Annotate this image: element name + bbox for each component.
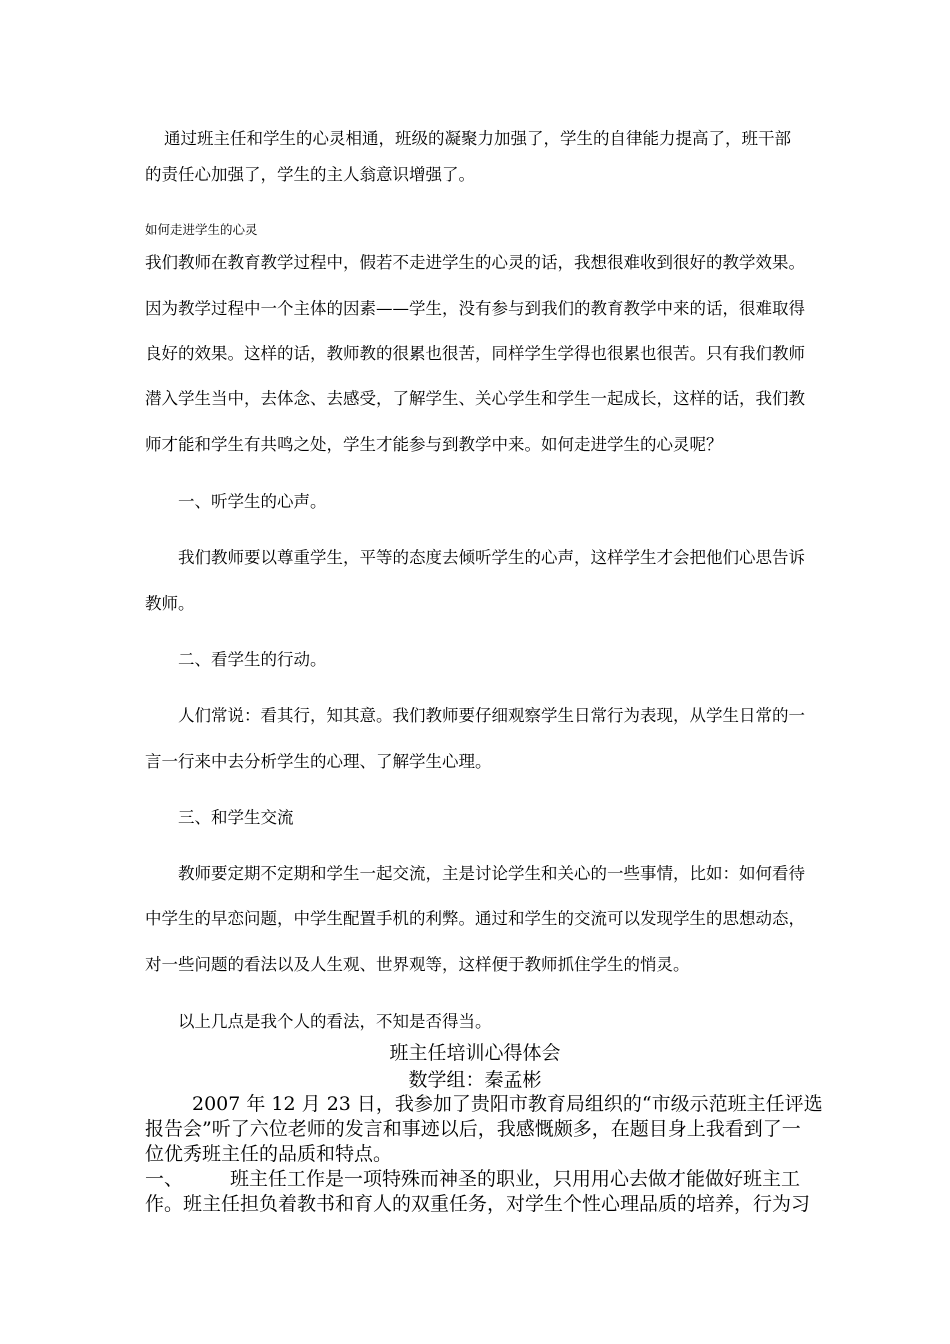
intro-line-2: 因为教学过程中一个主体的因素——学生，没有参与到我们的教育教学中来的话，很难取得	[145, 299, 805, 318]
item1-line-2: 作。班主任担负着教书和育人的双重任务，对学生个性心理品质的培养，行为习	[145, 1193, 811, 1215]
para1-line-2: 的责任心加强了，学生的主人翁意识增强了。	[145, 165, 475, 184]
point3-body-line-3: 对一些问题的看法以及人生观、世界观等，这样便于教师抓住学生的悄灵。	[145, 955, 690, 974]
point1-title: 一、听学生的心声。	[178, 492, 327, 511]
article-para1-line-1: 2007 年 12 月 23 日，我参加了贵阳市教育局组织的“市级示范班主任评选	[192, 1093, 823, 1115]
article-title: 班主任培训心得体会	[389, 1042, 561, 1064]
intro-line-5: 师才能和学生有共鸣之处，学生才能参与到教学中来。如何走进学生的心灵呢？	[145, 435, 723, 454]
section-heading: 如何走进学生的心灵	[145, 222, 258, 237]
conclusion: 以上几点是我个人的看法，不知是否得当。	[178, 1012, 492, 1031]
point2-title: 二、看学生的行动。	[178, 650, 327, 669]
intro-line-1: 我们教师在教育教学过程中，假若不走进学生的心灵的话，我想很难收到很好的教学效果。	[145, 253, 805, 272]
intro-line-4: 潜入学生当中，去体念、去感受，了解学生、关心学生和学生一起成长，这样的话，我们教	[145, 389, 805, 408]
point2-body-line-2: 言一行来中去分析学生的心理、了解学生心理。	[145, 752, 492, 771]
point3-body-line-1: 教师要定期不定期和学生一起交流，主是讨论学生和关心的一些事情，比如：如何看待	[178, 864, 805, 883]
point3-body-line-2: 中学生的早恋问题，中学生配置手机的利弊。通过和学生的交流可以发现学生的思想动态，	[145, 909, 805, 928]
article-para1-line-3: 位优秀班主任的品质和特点。	[145, 1143, 393, 1165]
point3-title: 三、和学生交流	[178, 808, 294, 827]
point1-body-line-1: 我们教师要以尊重学生，平等的态度去倾听学生的心声，这样学生才会把他们心思告诉	[178, 548, 805, 567]
intro-line-3: 良好的效果。这样的话，教师教的很累也很苦，同样学生学得也很累也很苦。只有我们教师	[145, 344, 805, 363]
point1-body-line-2: 教师。	[145, 594, 195, 613]
para1-line-1: 通过班主任和学生的心灵相通，班级的凝聚力加强了，学生的自律能力提高了，班干部	[164, 129, 791, 148]
item1-line-1: 班主任工作是一项特殊而神圣的职业，只用用心去做才能做好班主工	[230, 1168, 801, 1190]
point2-body-line-1: 人们常说：看其行，知其意。我们教师要仔细观察学生日常行为表现，从学生日常的一	[178, 706, 805, 725]
item1-number: 一、	[145, 1168, 184, 1190]
article-para1-line-2: 报告会”听了六位老师的发言和事迹以后，我感慨颇多，在题目身上我看到了一	[145, 1118, 801, 1140]
article-author: 数学组：秦孟彬	[408, 1069, 542, 1091]
